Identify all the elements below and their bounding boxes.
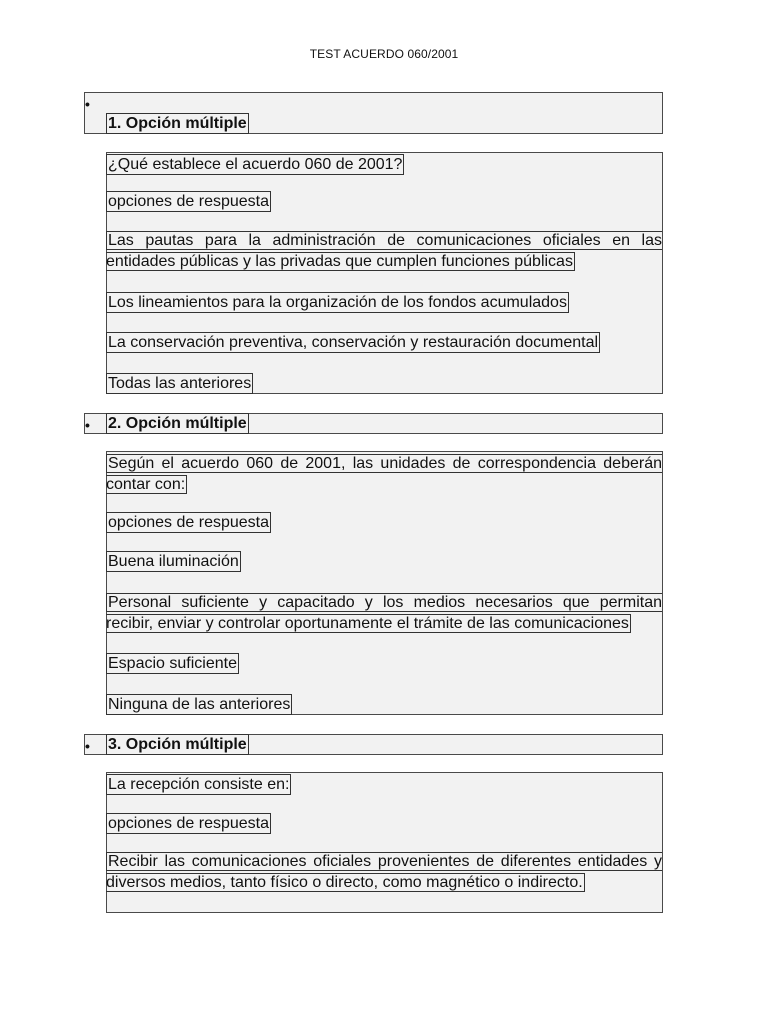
question-3-prompt: La recepción consiste en: — [108, 776, 290, 793]
question-2-prompt — [106, 453, 662, 495]
question-1-options-label: opciones de respuesta — [108, 193, 269, 210]
option-text: Las pautas para la administración de comunicaciones oficiales en las entidades públicas y las privadas que cumplen funciones públicas — [106, 232, 662, 270]
bullet-marker: • — [85, 96, 90, 112]
bullet-marker: • — [85, 417, 90, 433]
question-1-prompt: ¿Qué establece el acuerdo 060 de 2001? — [108, 156, 403, 173]
question-1-body-panel — [106, 152, 663, 394]
option-text: Recibir las comunicaciones oficiales provenientes de diferentes entidades y diversos medios, tanto físico o directo, como magnético o indirecto. — [106, 853, 662, 891]
question-1-heading: 1. Opción múltiple — [108, 115, 247, 132]
question-2-option-2[interactable] — [106, 592, 662, 634]
question-2-option-1[interactable]: Buena iluminación — [108, 553, 239, 570]
document-title: TEST ACUERDO 060/2001 — [309, 47, 459, 61]
question-1-option-3[interactable]: La conservación preventiva, conservación y restauración documental — [108, 334, 599, 351]
bullet-marker: • — [85, 738, 90, 754]
question-3-heading: 3. Opción múltiple — [108, 736, 247, 753]
prompt-text: Según el acuerdo 060 de 2001, las unidades de correspondencia deberán contar con: — [106, 455, 662, 493]
question-1-option-1[interactable] — [106, 230, 662, 272]
question-3-options-label: opciones de respuesta — [108, 815, 269, 832]
question-1-option-2[interactable]: Los lineamientos para la organización de los fondos acumulados — [108, 294, 567, 311]
question-3-option-1[interactable] — [106, 851, 662, 893]
question-2-options-label: opciones de respuesta — [108, 514, 269, 531]
option-text: Personal suficiente y capacitado y los medios necesarios que permitan recibir, enviar y controlar oportunamente el trámite de las comunicaciones — [106, 594, 662, 632]
question-2-option-3[interactable]: Espacio suficiente — [108, 655, 237, 672]
question-2-option-4[interactable]: Ninguna de las anteriores — [108, 696, 291, 713]
question-1-option-4[interactable]: Todas las anteriores — [108, 375, 252, 392]
question-2-heading: 2. Opción múltiple — [108, 415, 247, 432]
